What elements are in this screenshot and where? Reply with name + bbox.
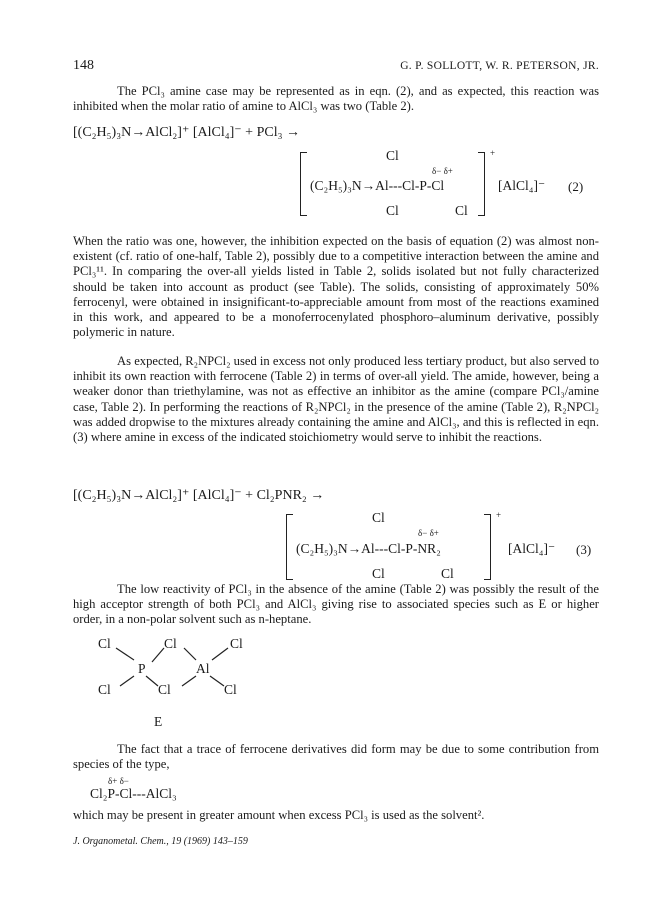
cl-top-right: Cl bbox=[230, 636, 243, 651]
bracket-right bbox=[478, 152, 485, 216]
paragraph-1: The PCl₃ amine case may be represented as in eqn. (2), and as expected, this reaction was inhibited when the molar ratio of amine to AlCl₃ was two (Table 2). bbox=[73, 84, 599, 114]
top-chlorine: Cl bbox=[372, 510, 385, 525]
bottom-chlorine-al: Cl bbox=[372, 566, 385, 581]
footer-citation: J. Organometal. Chem., 19 (1969) 143–159 bbox=[73, 836, 248, 847]
paragraph-6: which may be present in greater amount when excess PCl₃ is used as the solvent². bbox=[73, 808, 485, 822]
equation-2 bbox=[300, 148, 640, 218]
complex-main-line: (C₂H₅)₃N→Al---Cl-P-Cl bbox=[310, 178, 445, 193]
paragraph-2: When the ratio was one, however, the inhibition expected on the basis of equation (2) was almost non-existent (cf. ratio of one-half, Table 2), possibly due to a competitive interaction between the amine and PCl₃¹¹. In comparing the over-all yields listed in Table 2, solids isolated but not fully characterized should be taken into account as product (see Table). The solids, consisting of approximately 50% ferrocenyl, were obtained in insignificant-to-appreciable amount from most of the reactions examined in this work, and appeared to be a monoferrocenylated phosphoro–aluminum derivative, possibly polymeric in nature. bbox=[73, 234, 599, 340]
cl-bottom-right: Cl bbox=[224, 682, 237, 697]
bracket-right bbox=[484, 514, 491, 580]
page-number: 148 bbox=[73, 58, 94, 73]
equation-number: (3) bbox=[576, 542, 592, 557]
bottom-chlorine-p: Cl bbox=[455, 203, 468, 218]
cl-bottom-left: Cl bbox=[98, 682, 111, 697]
structure-label: E bbox=[154, 714, 163, 729]
partial-charges: δ− δ+ bbox=[432, 166, 453, 176]
complex-main-line: (C₂H₅)₃N→Al---Cl-P-NR₂ bbox=[296, 541, 441, 556]
charge-plus: + bbox=[490, 148, 496, 158]
bracket-left bbox=[300, 152, 307, 216]
equation-2-reactants: [(C₂H₅)₃N→AlCl₂]⁺ [AlCl₄]⁻ + PCl₃ → bbox=[73, 125, 300, 140]
bottom-chlorine-al: Cl bbox=[386, 203, 399, 218]
paragraph-4: The low reactivity of PCl₃ in the absence of the amine (Table 2) was possibly the result of the high acceptor strength of both PCl₃ and AlCl₃ giving rise to associated species such as E or higher order, in a non-polar solvent such as n-heptane. bbox=[73, 582, 599, 627]
partial-charges: δ− δ+ bbox=[418, 528, 439, 538]
equation-3-reactants: [(C₂H₅)₃N→AlCl₂]⁺ [AlCl₄]⁻ + Cl₂PNR₂ → bbox=[73, 488, 325, 503]
charge-plus: + bbox=[496, 510, 502, 520]
anion: [AlCl₄]⁻ bbox=[498, 178, 546, 193]
cl-top-left: Cl bbox=[98, 636, 111, 651]
running-head: G. P. SOLLOTT, W. R. PETERSON, JR. bbox=[400, 60, 599, 72]
aluminum: Al bbox=[196, 661, 210, 676]
structure-e bbox=[96, 636, 286, 736]
structure-e-bonds bbox=[96, 636, 286, 736]
cl-bottom-mid: Cl bbox=[158, 682, 171, 697]
paragraph-5: The fact that a trace of ferrocene derivatives did form may be due to some contribution from species of the type, bbox=[73, 742, 599, 772]
cl-top-mid: Cl bbox=[164, 636, 177, 651]
equation-number: (2) bbox=[568, 179, 584, 194]
paragraph-3: As expected, R₂NPCl₂ used in excess not only produced less tertiary product, but also served to inhibit its own reaction with ferrocene (Table 2) in terms of over-all yield. The amide, however, being a weaker donor than triethylamine, was not as effective an inhibitor as the amine (compare PCl₃/amine case, Table 2). In performing the reactions of R₂NPCl₂ in the presence of the amine (Table 2), R₂NPCl₂ was added dropwise to the mixtures already containing the amine and AlCl₃, and this is reflected in eqn. (3) where amine in excess of the indicated stoichiometry would serve to inhibit the reactions. bbox=[73, 354, 599, 445]
species-formula: Cl₂P-Cl---AlCl₃ bbox=[90, 786, 177, 801]
anion: [AlCl₄]⁻ bbox=[508, 541, 556, 556]
species-charges: δ+ δ− bbox=[108, 776, 129, 786]
bracket-left bbox=[286, 514, 293, 580]
equation-3 bbox=[286, 510, 616, 582]
phosphorus: P bbox=[138, 661, 146, 676]
bottom-chlorine-p: Cl bbox=[441, 566, 454, 581]
top-chlorine: Cl bbox=[386, 148, 399, 163]
